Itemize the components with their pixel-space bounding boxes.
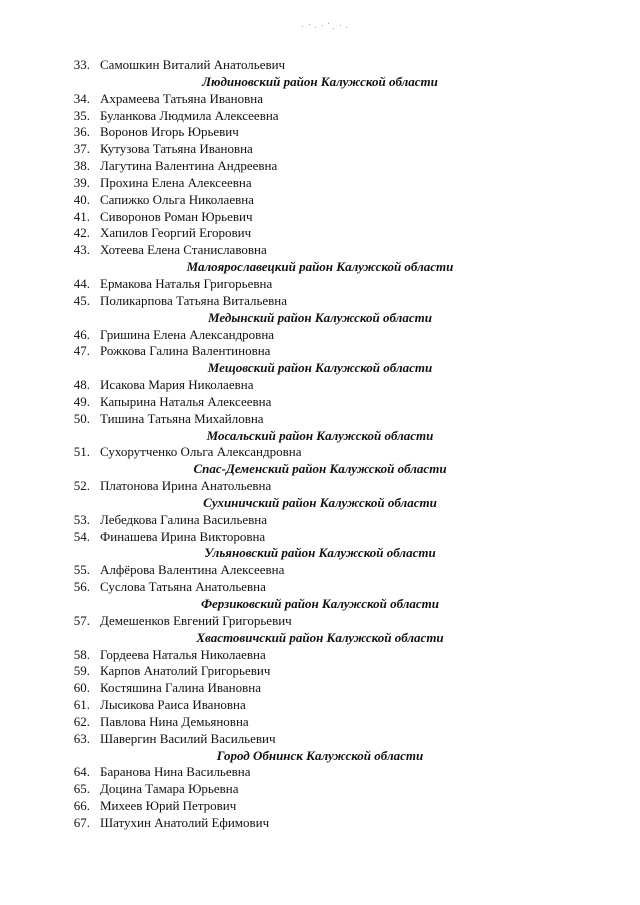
list-item — [0, 327, 640, 344]
item-number: 60. — [73, 680, 90, 696]
list-item — [0, 394, 640, 411]
district-heading-text: Медынский район Калужской области — [208, 309, 432, 325]
district-heading-text: Спас-Деменский район Калужской области — [193, 461, 447, 477]
item-number: 34. — [73, 90, 90, 106]
item-number: 55. — [73, 562, 90, 578]
scan-speck — [302, 26, 303, 27]
item-number: 47. — [73, 343, 90, 359]
list-item — [0, 225, 640, 242]
person-name: Ермакова Наталья Григорьевна — [100, 275, 273, 291]
scan-speck — [328, 23, 329, 24]
item-number: 45. — [73, 292, 90, 308]
list-item — [0, 562, 640, 579]
scan-artifact — [300, 20, 350, 32]
person-name: Исакова Мария Николаевна — [100, 377, 254, 393]
district-heading-text: Город Обнинск Калужской области — [216, 747, 424, 763]
item-number: 54. — [73, 528, 90, 544]
district-heading — [0, 748, 640, 765]
person-name: Финашева Ирина Викторовна — [100, 528, 266, 544]
list-item — [0, 680, 640, 697]
district-heading-text: Сухиничский район Калужской области — [203, 494, 437, 510]
item-number: 39. — [73, 174, 90, 190]
list-item — [0, 343, 640, 360]
list-item — [0, 529, 640, 546]
person-name: Доцина Тамара Юрьевна — [100, 781, 239, 797]
district-heading — [0, 259, 640, 276]
person-name: Суслова Татьяна Анатольевна — [100, 579, 266, 595]
person-name: Лысикова Раиса Ивановна — [100, 697, 246, 713]
list-item — [0, 91, 640, 108]
item-number: 44. — [73, 275, 90, 291]
district-heading — [0, 428, 640, 445]
item-number: 57. — [73, 612, 90, 628]
district-heading-text: Мещовский район Калужской области — [207, 360, 433, 376]
person-name: Михеев Юрий Петрович — [100, 798, 237, 814]
person-name: Лебедкова Галина Васильевна — [100, 511, 268, 527]
item-number: 59. — [73, 663, 90, 679]
district-heading — [0, 74, 640, 91]
item-number: 66. — [73, 798, 90, 814]
list-item — [0, 663, 640, 680]
district-heading — [0, 461, 640, 478]
person-name: Прохина Елена Алексеевна — [100, 174, 252, 190]
list-item — [0, 411, 640, 428]
district-heading — [0, 360, 640, 377]
item-number: 64. — [73, 764, 90, 780]
district-heading-text: Хвастовичский район Калужской области — [196, 629, 444, 645]
person-name: Капырина Наталья Алексеевна — [100, 393, 272, 409]
list-item — [0, 192, 640, 209]
item-number: 67. — [73, 814, 90, 830]
list-item — [0, 512, 640, 529]
list-item — [0, 764, 640, 781]
person-name: Баранова Нина Васильевна — [100, 764, 251, 780]
scan-speck — [346, 27, 347, 28]
person-name: Рожкова Галина Валентиновна — [100, 343, 271, 359]
person-name: Тишина Татьяна Михайловна — [100, 410, 264, 426]
list-item — [0, 697, 640, 714]
person-name: Лагутина Валентина Андреевна — [100, 158, 278, 174]
district-heading-text: Мосальский район Калужской области — [206, 427, 434, 443]
scan-speck — [322, 25, 323, 26]
list-item — [0, 276, 640, 293]
item-number: 42. — [73, 225, 90, 241]
district-heading-text: Малоярославецкий район Калужской области — [186, 259, 454, 275]
list-item — [0, 209, 640, 226]
person-name: Самошкин Виталий Анатольевич — [100, 57, 286, 72]
district-heading — [0, 630, 640, 647]
list-item — [0, 781, 640, 798]
item-number: 35. — [73, 107, 90, 123]
list-item — [0, 647, 640, 664]
list-item — [0, 714, 640, 731]
person-name: Кутузова Татьяна Ивановна — [100, 141, 253, 157]
list-item — [0, 613, 640, 630]
item-number: 33. — [73, 57, 90, 72]
person-name: Шатухин Анатолий Ефимович — [100, 814, 270, 830]
district-heading — [0, 545, 640, 562]
item-number: 48. — [73, 377, 90, 393]
list-item — [0, 731, 640, 748]
person-name: Демешенков Евгений Григорьевич — [100, 612, 292, 628]
person-name: Поликарпова Татьяна Витальевна — [100, 292, 288, 308]
person-name: Буланкова Людмила Алексеевна — [100, 107, 279, 123]
person-name: Сапижко Ольга Николаевна — [100, 191, 254, 207]
item-number: 65. — [73, 781, 90, 797]
item-number: 37. — [73, 141, 90, 157]
item-number: 41. — [73, 208, 90, 224]
person-name: Воронов Игорь Юрьевич — [100, 124, 239, 140]
list-item — [0, 377, 640, 394]
item-number: 53. — [73, 511, 90, 527]
item-number: 49. — [73, 393, 90, 409]
item-number: 46. — [73, 326, 90, 342]
person-name: Сухорутченко Ольга Александровна — [100, 444, 302, 460]
list-item — [0, 124, 640, 141]
item-number: 61. — [73, 697, 90, 713]
scan-speck — [315, 27, 316, 28]
person-name: Павлова Нина Демьяновна — [100, 713, 249, 729]
item-number: 43. — [73, 242, 90, 258]
item-number: 51. — [73, 444, 90, 460]
list-item — [0, 242, 640, 259]
list-item — [0, 444, 640, 461]
district-heading — [0, 495, 640, 512]
person-name: Хотеева Елена Станиславовна — [100, 242, 267, 258]
district-heading-text: Ульяновский район Калужской области — [204, 545, 436, 561]
item-number: 36. — [73, 124, 90, 140]
list-item — [0, 175, 640, 192]
list-item — [0, 141, 640, 158]
scan-speck — [340, 25, 341, 26]
item-number: 62. — [73, 713, 90, 729]
person-name: Платонова Ирина Анатольевна — [100, 478, 272, 494]
district-heading — [0, 310, 640, 327]
person-name: Карпов Анатолий Григорьевич — [100, 663, 271, 679]
person-name: Костяшина Галина Ивановна — [100, 680, 261, 696]
item-number: 56. — [73, 579, 90, 595]
item-number: 38. — [73, 158, 90, 174]
list-item — [0, 798, 640, 815]
person-name: Ахрамеева Татьяна Ивановна — [100, 90, 263, 106]
district-heading-text: Людиновский район Калужской области — [202, 73, 438, 89]
list-item — [0, 293, 640, 310]
list-item — [0, 478, 640, 495]
scan-speck — [333, 28, 334, 29]
district-heading-text: Ферзиковский район Калужской области — [200, 596, 440, 611]
item-number: 52. — [73, 478, 90, 494]
person-name: Гордеева Наталья Николаевна — [100, 646, 266, 662]
item-number: 58. — [73, 646, 90, 662]
item-number: 63. — [73, 730, 90, 746]
person-name: Алфёрова Валентина Алексеевна — [100, 562, 285, 578]
person-list — [0, 57, 640, 832]
item-number: 50. — [73, 410, 90, 426]
district-heading — [0, 596, 640, 613]
item-number: 40. — [73, 191, 90, 207]
list-item — [0, 158, 640, 175]
list-item — [0, 108, 640, 125]
person-name: Шавергин Василий Васильевич — [100, 730, 276, 746]
person-name: Хапилов Георгий Егорович — [100, 225, 252, 241]
person-name: Сиворонов Роман Юрьевич — [100, 208, 253, 224]
list-item — [0, 815, 640, 832]
list-item — [0, 57, 640, 74]
scan-speck — [309, 24, 310, 25]
person-name: Гришина Елена Александровна — [100, 326, 275, 342]
list-item — [0, 579, 640, 596]
